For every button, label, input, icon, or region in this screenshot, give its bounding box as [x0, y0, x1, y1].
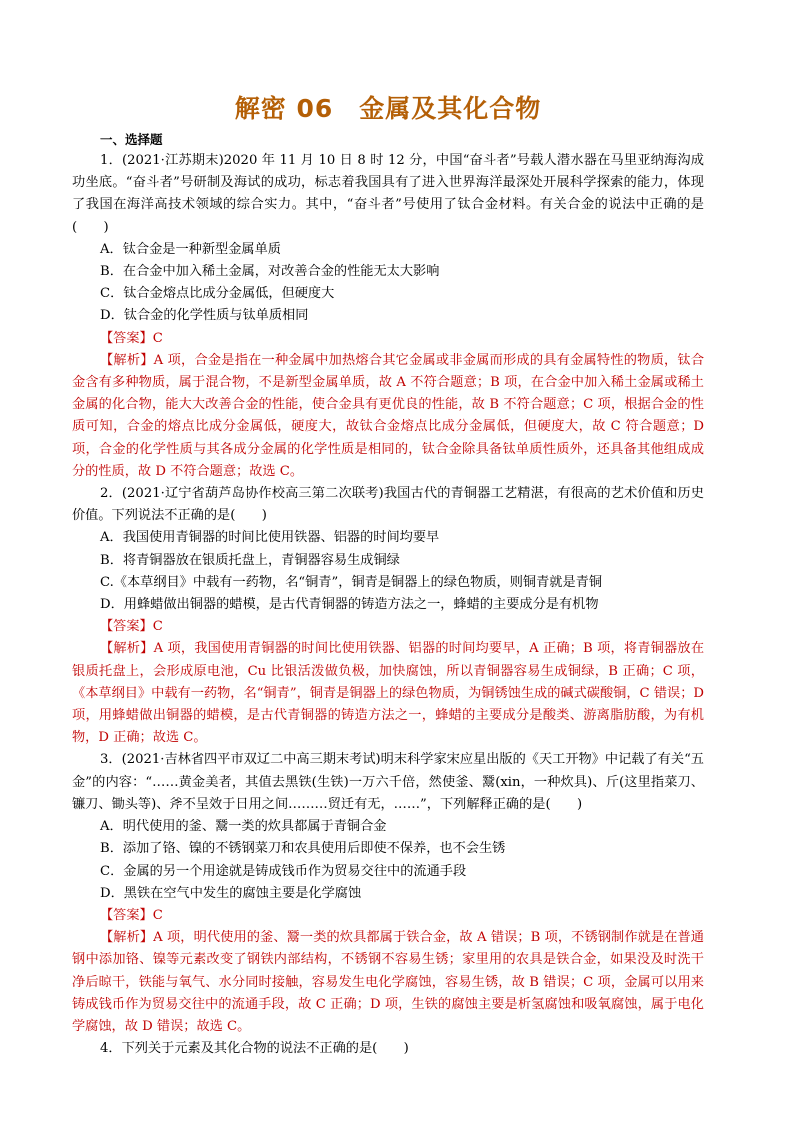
analysis-text: A 项，我国使用青铜器的时间比使用铁器、铝器的时间均要早，A 正确；B 项，将青铜器放在银质托盘上，会形成原电池，Cu 比银活泼做负极，加快腐蚀，所以青铜器容易生成铜绿，B 正确；C 项，《本草纲目》中载有一药物，名“铜青”，铜青是铜器上的绿色物质，为铜锈蚀生成的碱式碳酸铜，C 错误；D 项，用蜂蜡做出铜器的蜡模，是古代青铜器的铸造方法之一，蜂蜡的主要成分是酸类、游离脂肪酸，为有机物，D 正确；故选 C。 — [72, 641, 705, 746]
question-1 — [72, 150, 704, 483]
question-stem: 4．下列关于元素及其化合物的说法不正确的是( ) — [100, 1041, 409, 1057]
section-heading: 一、选择题 — [100, 132, 163, 147]
option-a: A．明代使用的釜、鬵一类的炊具都属于青铜合金 — [100, 819, 387, 835]
analysis-text: A 项，明代使用的釜、鬵一类的炊具都属于铁合金，故 A 错误；B 项，不锈钢制作就是在普通钢中添加铬、镍等元素改变了钢铁内部结构，不锈钢不容易生锈；家里用的农具是铁合金，如果没及时洗干净后晾干，铁能与氧气、水分同时接触，容易发生电化学腐蚀，容易生锈，故 B 错误；C 项，金属可以用来铸成钱币作为贸易交往中的流通手段，故 C 正确；D 项，生铁的腐蚀主要是析氢腐蚀和吸氧腐蚀，属于电化学腐蚀，故 D 错误；故选 C。 — [72, 930, 704, 1034]
answer-value: C — [152, 619, 163, 635]
question-3 — [72, 749, 704, 1038]
answer-line — [100, 328, 704, 350]
option-d: D．钛合金的化学性质与钛单质相同 — [100, 308, 309, 324]
answer-label: 【答案】 — [100, 619, 153, 635]
analysis-paragraph — [72, 638, 704, 749]
option-b: B．将青铜器放在银质托盘上，青铜器容易生成铜绿 — [100, 552, 400, 568]
analysis-paragraph — [72, 350, 704, 483]
answer-value: C — [152, 907, 163, 923]
option-d: D．用蜂蜡做出铜器的蜡模，是古代青铜器的铸造方法之一，蜂蜡的主要成分是有机物 — [100, 597, 599, 613]
analysis-label: 【解析】 — [100, 930, 154, 946]
answer-label: 【答案】 — [100, 330, 153, 346]
question-stem: 3．(2021·吉林省四平市双辽二中高三期末考试)明末科学家宋应星出版的《天工开物》中记载了有关“五金”的内容：“……黄金美者，其值去黑铁(生铁)一万六千倍，然使釜、鬵(xin，一种炊具)、斤(这里指菜刀、镰刀、锄头等)、斧不呈效于日用之间………贸迁有无，……”，下列解释正确的是( ) — [72, 752, 704, 812]
analysis-label: 【解析】 — [100, 641, 154, 657]
option-c: C.《本草纲目》中载有一药物，名“铜青”，铜青是铜器上的绿色物质，则铜青就是青铜 — [100, 574, 603, 590]
question-stem: 2．(2021·辽宁省葫芦岛协作校高三第二次联考)我国古代的青铜器工艺精湛，有很高的艺术价值和历史价值。下列说法不正确的是( ) — [72, 486, 704, 524]
answer-label: 【答案】 — [100, 907, 153, 923]
option-c: C．金属的另一个用途就是铸成钱币作为贸易交往中的流通手段 — [100, 863, 467, 879]
analysis-text: A 项，合金是指在一种金属中加热熔合其它金属或非金属而形成的具有金属特性的物质，钛合金含有多种物质，属于混合物，不是新型金属单质，故 A 不符合题意；B 项，在合金中加入稀土金属或稀土金属的化合物，能大大改善合金的性能，使合金具有更优良的性能，故 B 不符合题意；C 项，根据合金的性质可知，合金的熔点比成分金属低，硬度大，故钛合金熔点比成分金属低，但硬度大，故 C 符合题意；D 项，合金的化学性质与其各成分金属的化学性质是相同的，钛合金除具备钛单质性质外，还具备其他组成成分的性质，故 D 不符合题意；故选 C。 — [72, 352, 705, 479]
option-c: C．钛合金熔点比成分金属低，但硬度大 — [100, 286, 335, 302]
option-a: A．我国使用青铜器的时间比使用铁器、铝器的时间均要早 — [100, 530, 440, 546]
answer-line — [100, 905, 704, 927]
analysis-paragraph — [72, 927, 704, 1038]
option-b: B．添加了铬、镍的不锈钢菜刀和农具使用后即使不保养，也不会生锈 — [100, 841, 506, 857]
question-stem: 1．(2021·江苏期末)2020 年 11 月 10 日 8 时 12 分，中国“奋斗者”号载人潜水器在马里亚纳海沟成功坐底。“奋斗者”号研制及海试的成功，标志着我国具有了进入世界海洋最深处开展科学探索的能力，体现了我国在海洋高技术领域的综合实力。其中，“奋斗者”号使用了钛合金材料。有关合金的说法中正确的是( ) — [72, 153, 704, 235]
analysis-label: 【解析】 — [100, 352, 154, 368]
question-2 — [72, 483, 704, 749]
option-a: A．钛合金是一种新型金属单质 — [100, 241, 281, 257]
answer-value: C — [152, 330, 163, 346]
option-b: B．在合金中加入稀土金属，对改善合金的性能无太大影响 — [100, 264, 440, 280]
answer-line — [100, 616, 704, 638]
question-4 — [72, 1038, 704, 1060]
page-title: 解密 06 金属及其化合物 — [234, 94, 542, 123]
option-d: D．黑铁在空气中发生的腐蚀主要是化学腐蚀 — [100, 885, 362, 901]
